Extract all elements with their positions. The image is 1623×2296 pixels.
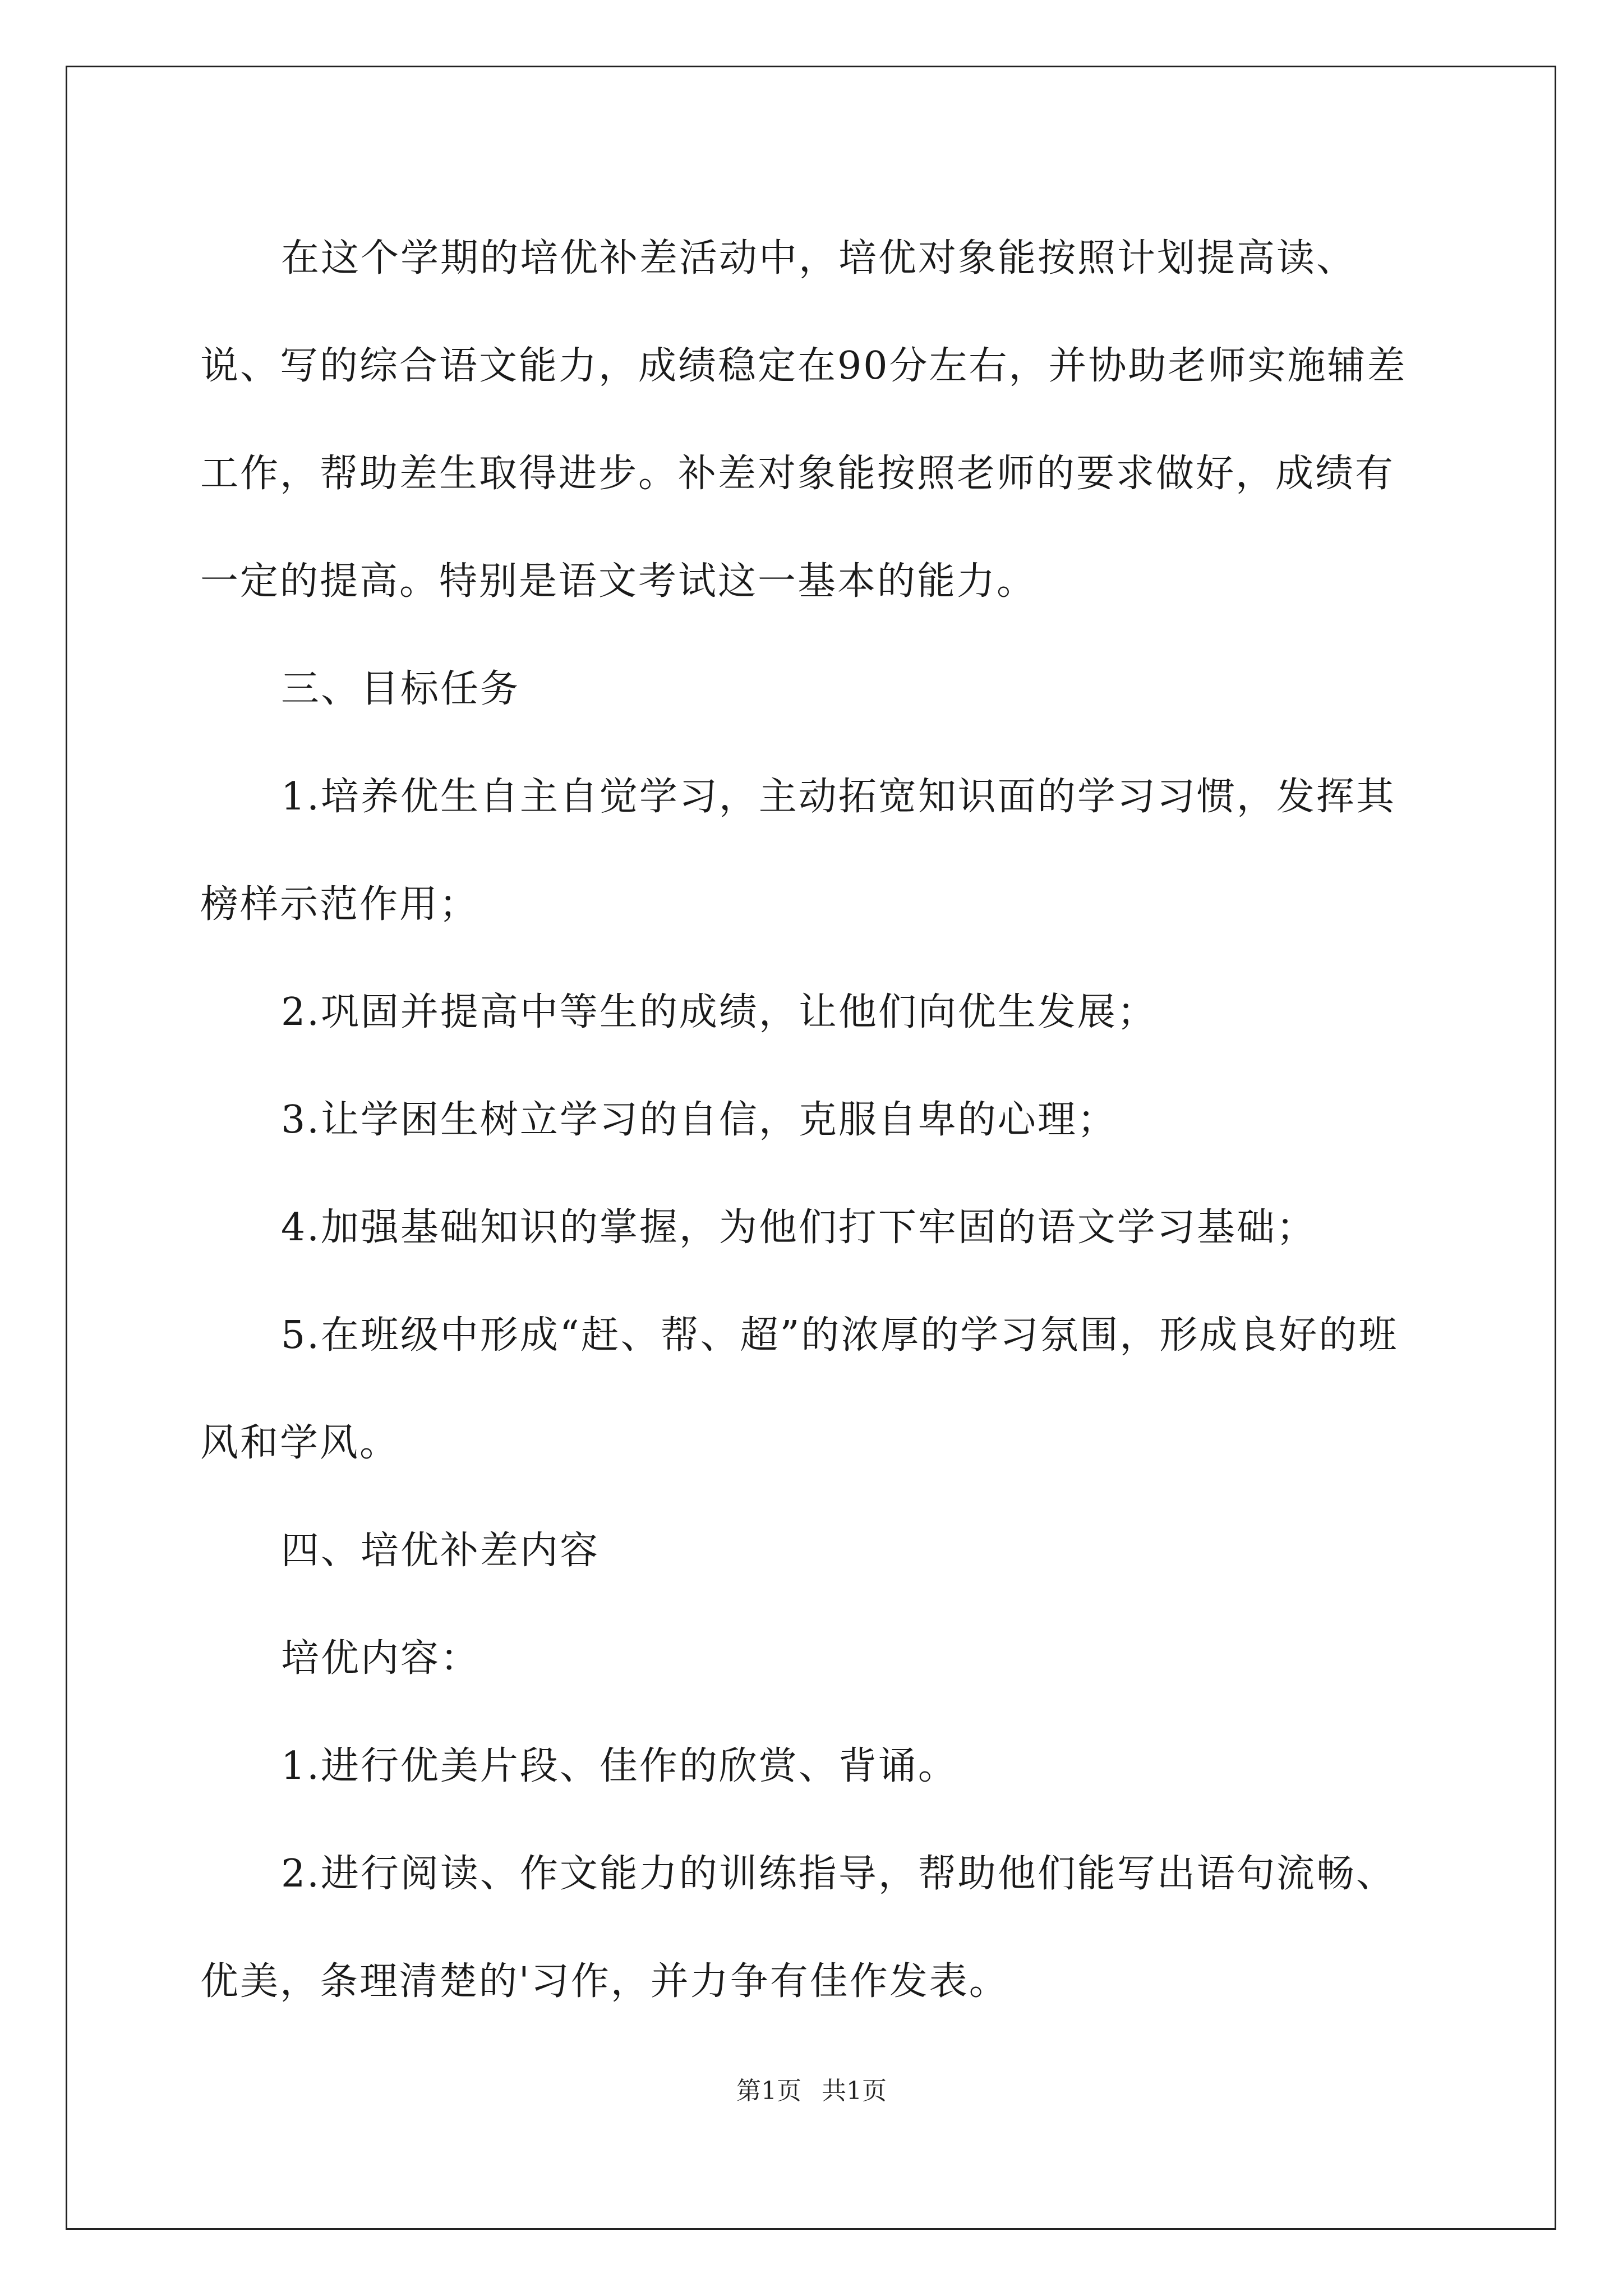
- goal-item-3: 3.让学困生树立学习的自信，克服自卑的心理；: [281, 1098, 1117, 1142]
- section-heading-content: 四、培优补差内容: [281, 1529, 600, 1573]
- subheading-advanced-content: 培优内容：: [281, 1636, 481, 1681]
- page-number: 第1页: [736, 2077, 801, 2105]
- goal-item-2: 2.巩固并提高中等生的成绩，让他们向优生发展；: [281, 990, 1157, 1034]
- document-body: [200, 205, 1428, 2036]
- section-heading-goals: 三、目标任务: [281, 667, 520, 711]
- goal-item-4: 4.加强基础知识的掌握，为他们打下牢固的语文学习基础；: [281, 1205, 1316, 1250]
- page-footer: [0, 2074, 1623, 2108]
- content-item-2: 2.进行阅读、作文能力的训练指导，帮助他们能写出语句流畅、优美，条理清楚的'习作，并力争有佳作发表。: [200, 1852, 1396, 2004]
- paragraph-summary: 在这个学期的培优补差活动中，培优对象能按照计划提高读、说、写的综合语文能力，成绩稳定在90分左右，并协助老师实施辅差工作，帮助差生取得进步。补差对象能按照老师的要求做好，成绩有一定的提高。特别是语文考试这一基本的能力。: [200, 236, 1407, 604]
- goal-item-5: 5.在班级中形成“赶、帮、超”的浓厚的学习氛围，形成良好的班风和学风。: [200, 1313, 1399, 1465]
- content-item-1: 1.进行优美片段、佳作的欣赏、背诵。: [281, 1744, 958, 1788]
- page-total: 共1页: [822, 2077, 887, 2105]
- goal-item-1: 1.培养优生自主自觉学习，主动拓宽知识面的学习习惯，发挥其榜样示范作用；: [200, 775, 1396, 927]
